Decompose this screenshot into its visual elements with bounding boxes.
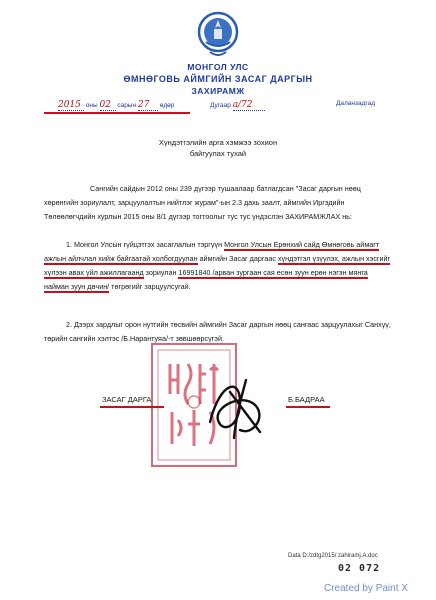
signatory-name: Б.БАДРАА (288, 395, 325, 404)
p2-text-e: зориулан (143, 268, 179, 277)
date-year-label: оны (85, 102, 98, 109)
number-field (210, 100, 265, 111)
signature-title-underline (100, 406, 164, 408)
p2-underlined-amount: 16991840 /арван зургаан сая есөн зуун ерөн нэгэн мянга найман зуун дөчин/ (44, 268, 368, 291)
date-month-label: сарын (117, 102, 137, 109)
p2-text-g: төгрөгийг зарцуулсугай. (109, 282, 191, 291)
paragraph-item-1 (44, 238, 394, 294)
place-name: Даланзадгад (336, 100, 376, 107)
date-month: 02 (100, 100, 116, 111)
watermark-text: Created by Paint X (324, 583, 408, 594)
document-number: а/72 (233, 100, 265, 111)
org-line-1: МОНГОЛ УЛС (187, 62, 249, 72)
subject-line-2: байгуулах тухай (189, 149, 247, 158)
date-day: 27 (138, 100, 158, 111)
state-emblem-icon (196, 10, 240, 62)
registration-number: 02 072 (338, 563, 381, 574)
p2-underlined-purpose: хүндэтгэл үзүүлэх, ажлын хэсгийг хүлээн авах үйл ажиллагаанд (44, 254, 391, 277)
date-field (58, 100, 174, 111)
file-path-note: Data D:/zdtg2015/ zahiramj.A.doc (288, 553, 378, 559)
handwritten-signature-icon (200, 372, 274, 442)
org-line-3: ЗАХИРАМЖ (191, 86, 245, 96)
number-label: Дугаар (210, 102, 231, 109)
org-line-2: ӨМНӨГОВЬ АЙМГИЙН ЗАСАГ ДАРГЫН (123, 74, 313, 84)
p2-text-c: аймгийн Засаг даргаас (197, 254, 278, 263)
date-day-label: өдөр (159, 102, 175, 109)
date-year: 2015 (58, 100, 84, 111)
date-underline (44, 112, 190, 114)
subject-line-1: Хүндэтгэлийн арга хэмжээ зохион (158, 138, 278, 147)
signature-title: ЗАСАГ ДАРГА (102, 395, 152, 404)
signatory-name-underline (286, 406, 330, 408)
p2-text-a: 1. Монгол Улсын гүйцэтгэх засаглалын тэргүүн (66, 240, 225, 249)
paragraph-item-2: 2. Дээрх зардлыг орон нутгийн төсвийн аймгийн Засаг даргын нөөц сангаас зарцуулахыг Санхүү, төрийн сангийн хэлтэс /Б.Нарантуяа/-т зөвшөөрсүгэй. (44, 320, 391, 343)
p2-underlined-visit: Монгол Улсын Ерөнхий сайд Өмнөговь аймагт ажлын айлчлал хийж байгаатай холбогдуулан (44, 240, 380, 263)
subject-heading (0, 137, 436, 159)
paragraph-preamble: Сангийн сайдын 2012 оны 239 дүгээр тушаалаар батлагдсан "Засаг даргын нөөц хөрөнгийн зориулалт, зарцуулалтын нийтлэг журам"-ын 2.3 дахь заалт, аймгийн Иргэдийн Төлөөлөгчдийн хурлын 2015 оны 8/1 дүгээр тогтоолыг тус тус үндэслэн ЗАХИРАМЖЛАХ нь: (44, 184, 361, 221)
